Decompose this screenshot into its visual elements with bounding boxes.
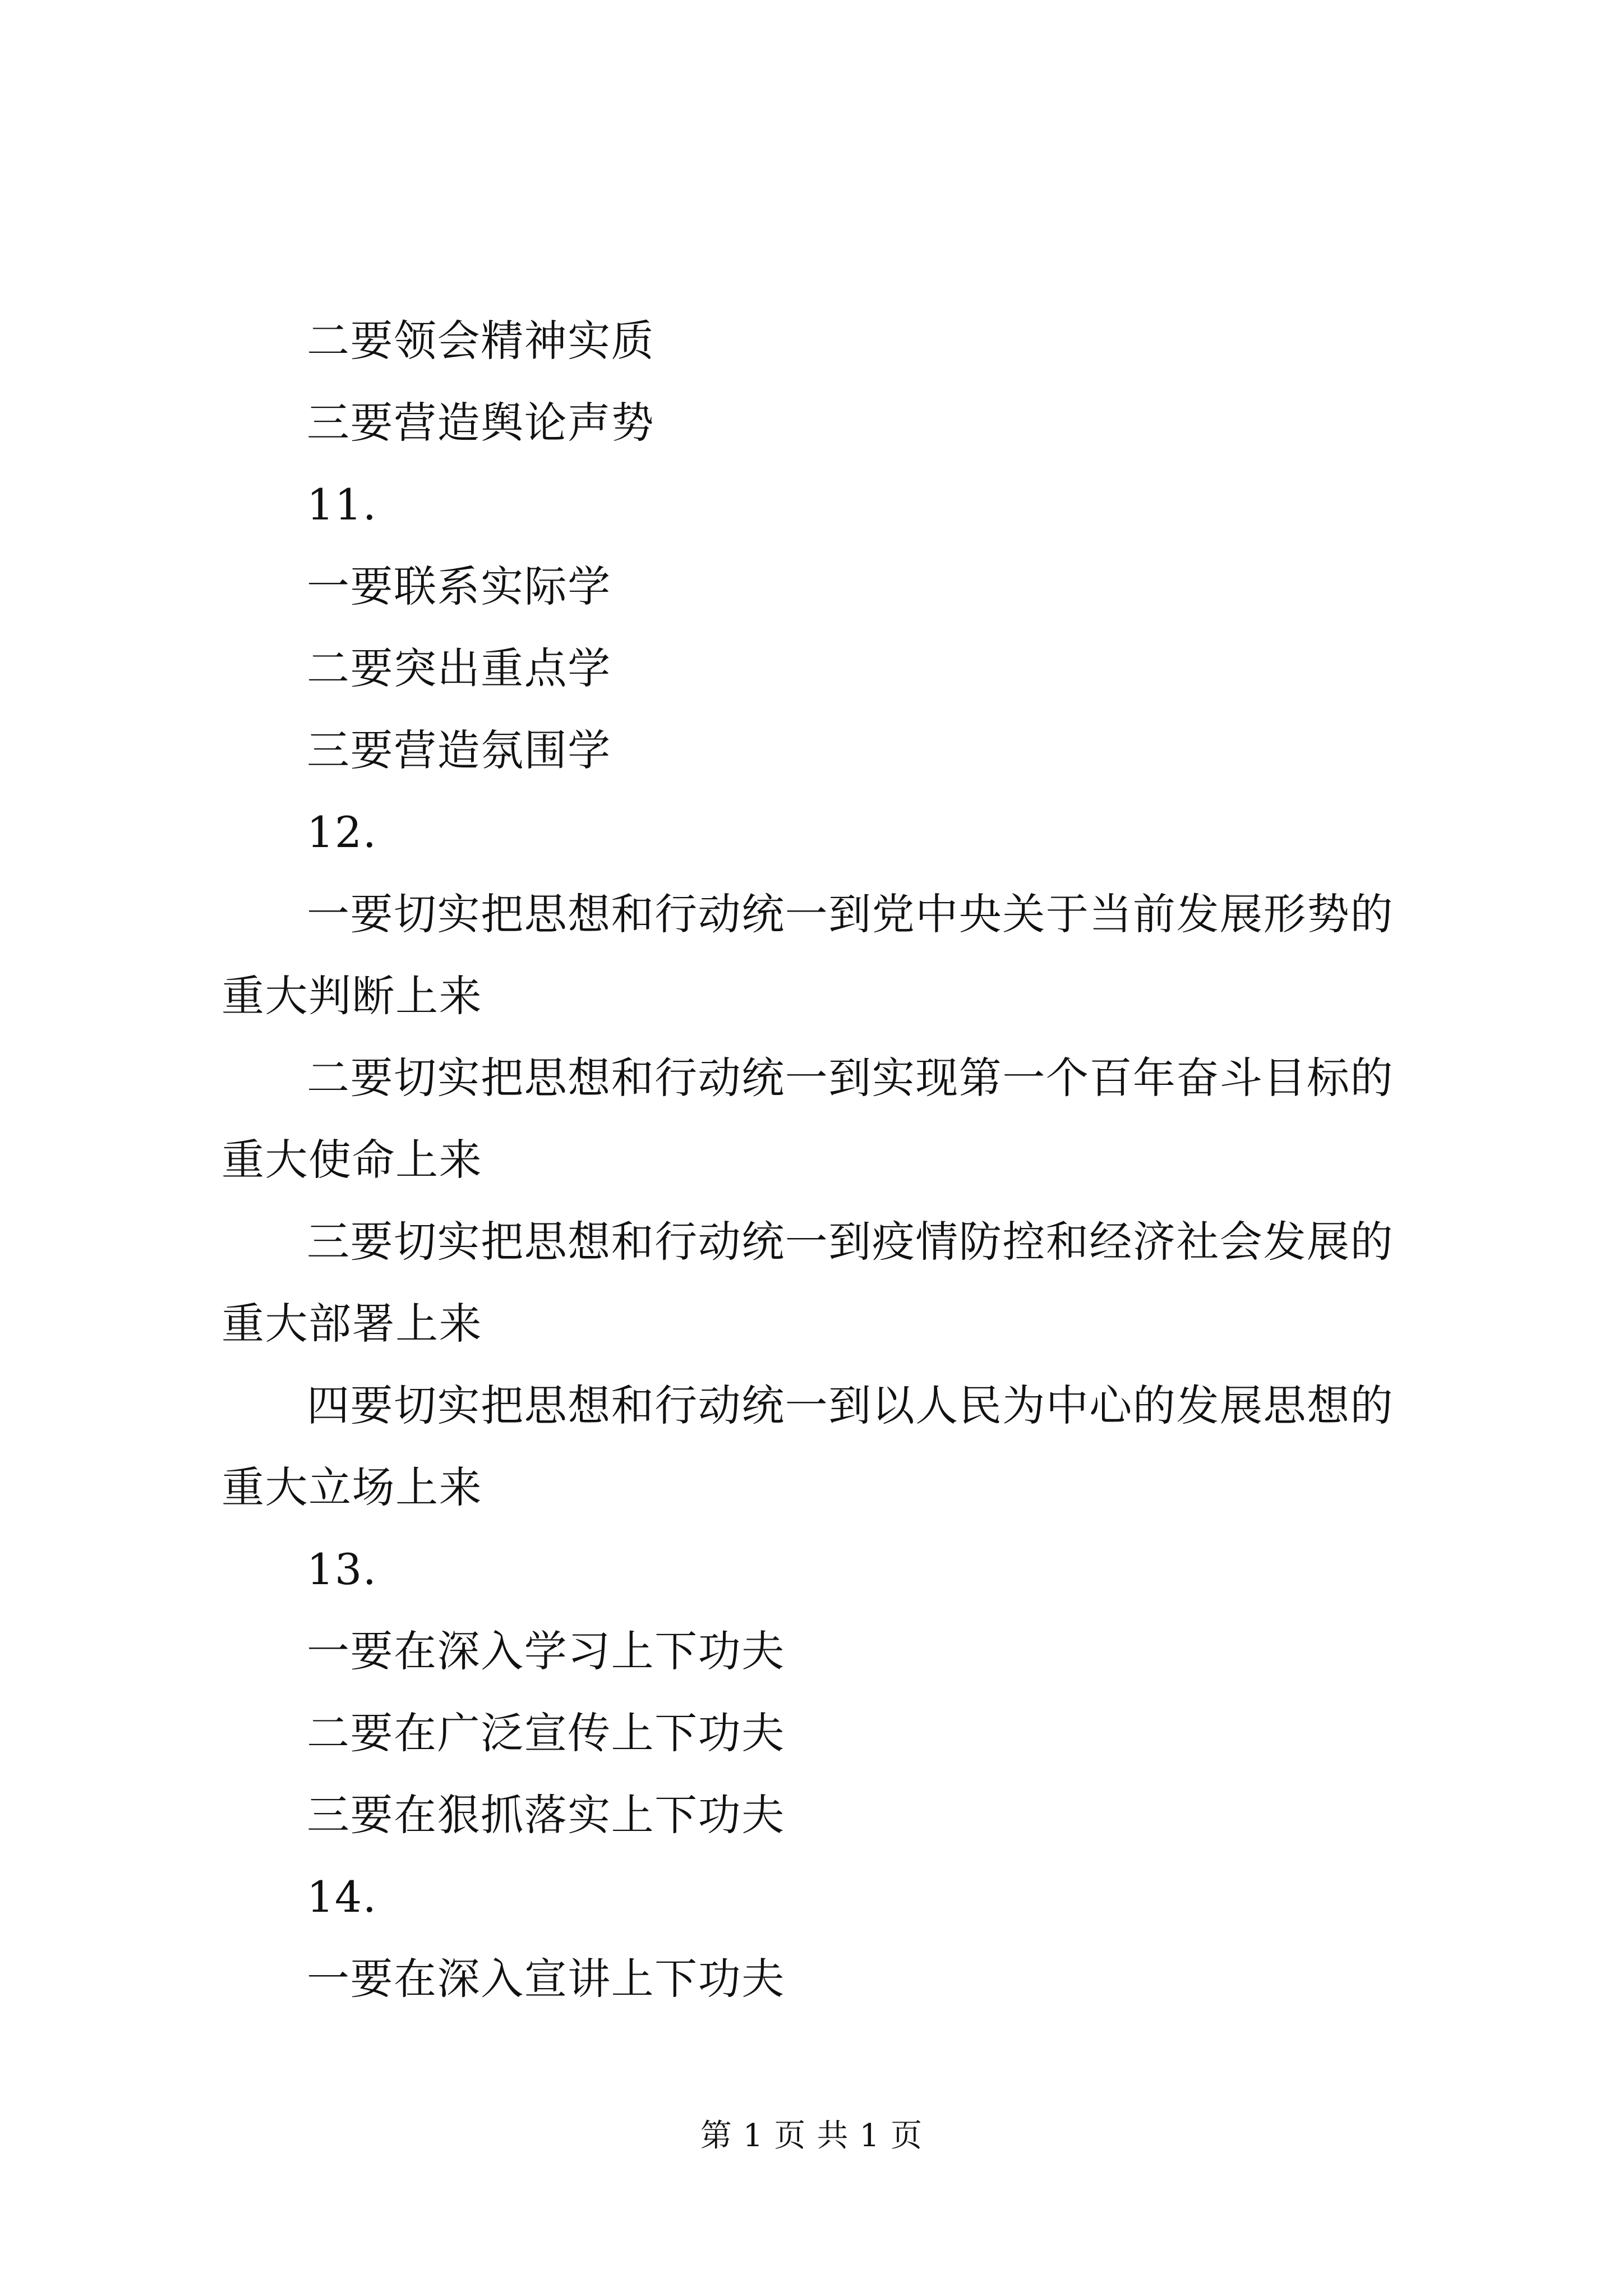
paragraph: 三要切实把思想和行动统一到疫情防控和经济社会发展的重大部署上来: [222, 1217, 1394, 1349]
paragraph: 一要在深入宣讲上下功夫: [307, 1954, 785, 2004]
paragraph: 二要切实把思想和行动统一到实现第一个百年奋斗目标的重大使命上来: [222, 1053, 1394, 1185]
paragraph: 三要营造氛围学: [307, 725, 611, 775]
paragraph: 二要领会精神实质: [307, 316, 655, 366]
section-number: 11.: [307, 480, 377, 530]
paragraph: 二要突出重点学: [307, 643, 611, 693]
section-number: 12.: [307, 807, 377, 857]
paragraph: 一要联系实际学: [307, 562, 611, 611]
paragraph: 四要切实把思想和行动统一到以人民为中心的发展思想的重大立场上来: [222, 1381, 1394, 1512]
paragraph: 一要在深入学习上下功夫: [307, 1626, 785, 1676]
paragraph: 二要在广泛宣传上下功夫: [307, 1708, 785, 1758]
section-number: 13.: [307, 1544, 377, 1594]
document-body: [222, 300, 1427, 2020]
section-number: 14.: [307, 1872, 377, 1922]
paragraph: 一要切实把思想和行动统一到党中央关于当前发展形势的重大判断上来: [222, 889, 1394, 1021]
paragraph: 三要营造舆论声势: [307, 398, 655, 448]
page-footer: 第 1 页 共 1 页: [700, 2118, 923, 2154]
paragraph: 三要在狠抓落实上下功夫: [307, 1790, 785, 1840]
